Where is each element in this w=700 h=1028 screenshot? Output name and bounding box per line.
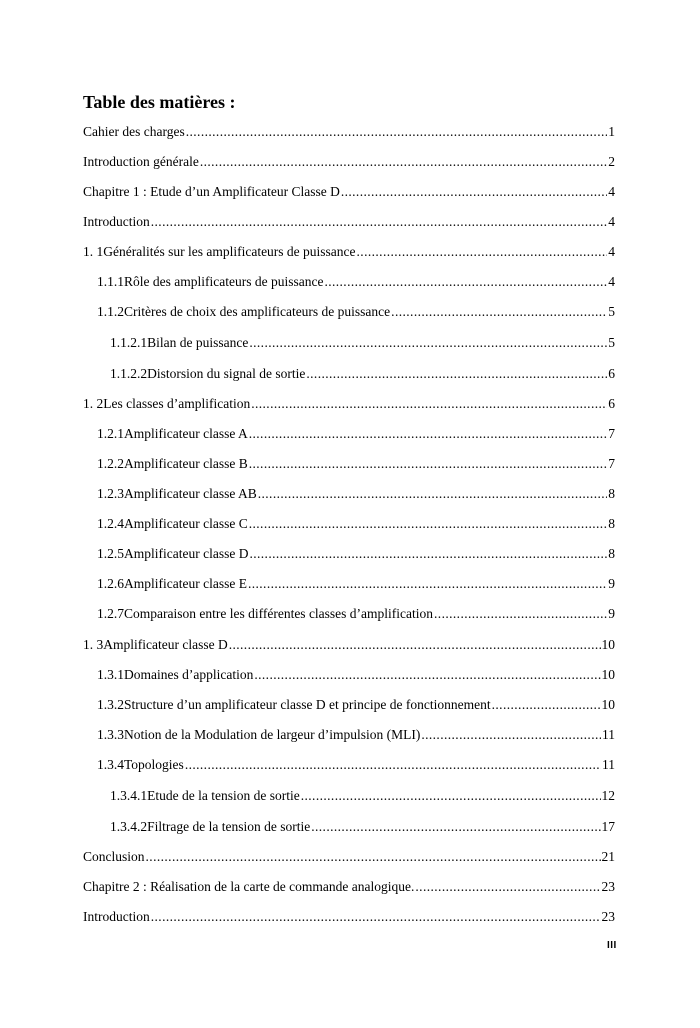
toc-entry[interactable]	[0, 153, 700, 171]
toc-entry-label: Chapitre 1 : Etude d’un Amplificateur Classe D	[83, 184, 340, 199]
toc-entry-label: Conclusion	[83, 849, 145, 864]
dot-leader	[249, 425, 608, 443]
toc-entry[interactable]	[0, 515, 700, 533]
toc-entry[interactable]	[0, 183, 700, 201]
toc-entry-label: Etude de la tension de sortie	[147, 788, 300, 803]
toc-entry[interactable]	[0, 666, 700, 684]
toc-entry[interactable]	[0, 485, 700, 503]
toc-entry-number: 1. 3	[83, 637, 104, 652]
toc-entry-label: Amplificateur classe B	[124, 456, 248, 471]
dot-leader	[249, 545, 607, 563]
toc-entry-number: 1. 2	[83, 396, 104, 411]
toc-entry-number: 1.3.1	[97, 667, 124, 682]
toc-entry-number: 1.3.4.2	[110, 819, 148, 834]
toc-entry-page: 21	[601, 849, 615, 864]
dot-leader	[391, 303, 607, 321]
toc-entry-number: 1.2.1	[97, 426, 124, 441]
toc-entry-label: Structure d’un amplificateur classe D et principe de fonctionnement	[124, 697, 491, 712]
toc-entry-number: 1.3.4	[97, 757, 124, 772]
toc-entry-page: 23	[601, 879, 615, 894]
toc-entry-page: 9	[608, 576, 615, 591]
toc-entry-number: 1. 1	[83, 244, 104, 259]
toc-entry-label: Cahier des charges	[83, 124, 185, 139]
toc-entry-page: 4	[608, 274, 615, 289]
toc-entry[interactable]	[0, 878, 700, 896]
toc-entry-number: 1.2.5	[97, 546, 124, 561]
toc-entry-number: 1.3.4.1	[110, 788, 148, 803]
toc-entry-label: Introduction générale	[83, 154, 199, 169]
toc-entry-number: 1.1.1	[97, 274, 124, 289]
toc-entry-label: Généralités sur les amplificateurs de puissance	[103, 244, 356, 259]
dot-leader	[258, 485, 608, 503]
toc-entry-label: Amplificateur classe AB	[124, 486, 257, 501]
toc-entry[interactable]	[0, 908, 700, 926]
toc-entry[interactable]	[0, 726, 700, 744]
toc-entry-label: Comparaison entre les différentes classes d’amplification	[124, 606, 434, 621]
dot-leader	[151, 908, 601, 926]
toc-entry[interactable]	[0, 848, 700, 866]
toc-entry-page: 8	[608, 546, 615, 561]
toc-entry-number: 1.1.2	[97, 304, 124, 319]
toc-entry-page: 6	[608, 366, 615, 381]
toc-entry-page: 8	[608, 486, 615, 501]
toc-entry[interactable]	[0, 123, 700, 141]
toc-entry[interactable]	[0, 273, 700, 291]
toc-entry-page: 10	[601, 697, 615, 712]
toc-entry[interactable]	[0, 303, 700, 321]
dot-leader	[415, 878, 600, 896]
dot-leader	[254, 666, 600, 684]
dot-leader	[249, 515, 608, 533]
page-title: Table des matières :	[83, 92, 236, 112]
toc-entry-label: Introduction	[83, 214, 150, 229]
toc-entry-page: 6	[608, 396, 615, 411]
toc-entry[interactable]	[0, 455, 700, 473]
toc-entry-page: 1	[608, 124, 615, 139]
toc-entry[interactable]	[0, 787, 700, 805]
toc-entry[interactable]	[0, 696, 700, 714]
dot-leader	[341, 183, 607, 201]
dot-leader	[146, 848, 601, 866]
dot-leader	[186, 123, 608, 141]
toc-entry-label: Amplificateur classe A	[124, 426, 248, 441]
toc-entry[interactable]	[0, 818, 700, 836]
toc-entry-label: Amplificateur classe D	[124, 546, 249, 561]
toc-entry-page: 11	[602, 727, 615, 742]
toc-entry-number: 1.1.2.1	[110, 335, 148, 350]
toc-entry-page: 5	[608, 335, 615, 350]
toc-entry[interactable]	[0, 575, 700, 593]
toc-entry-number: 1.2.3	[97, 486, 124, 501]
toc-entry-label: Domaines d’application	[124, 667, 254, 682]
dot-leader	[492, 696, 601, 714]
toc-entry-page: 7	[608, 426, 615, 441]
toc-entry-page: 4	[608, 214, 615, 229]
toc-entry-label: Rôle des amplificateurs de puissance	[124, 274, 324, 289]
toc-entry-label: Bilan de puissance	[147, 335, 249, 350]
toc-entry-label: Amplificateur classe C	[124, 516, 248, 531]
toc-entry-page: 8	[608, 516, 615, 531]
toc-entry-number: 1.1.2.2	[110, 366, 148, 381]
toc-entry-page: 11	[602, 757, 615, 772]
toc-entry-number: 1.2.4	[97, 516, 124, 531]
dot-leader	[185, 756, 601, 774]
toc-entry-number: 1.3.3	[97, 727, 124, 742]
toc-entry-page: 4	[608, 244, 615, 259]
dot-leader	[421, 726, 601, 744]
toc-entry-label: Distorsion du signal de sortie	[147, 366, 306, 381]
toc-entry-number: 1.2.6	[97, 576, 124, 591]
toc-entry[interactable]	[0, 636, 700, 654]
toc-entry-label: Les classes d’amplification	[103, 396, 251, 411]
toc-entry[interactable]	[0, 334, 700, 352]
toc-entry-page: 2	[608, 154, 615, 169]
dot-leader	[249, 334, 607, 352]
dot-leader	[251, 395, 607, 413]
dot-leader	[357, 243, 608, 261]
dot-leader	[301, 787, 601, 805]
dot-leader	[306, 365, 607, 383]
page-number: III	[607, 940, 617, 951]
toc-entry-number: 1.3.2	[97, 697, 124, 712]
toc-entry-number: 1.2.7	[97, 606, 124, 621]
dot-leader	[248, 575, 607, 593]
toc-entry[interactable]	[0, 545, 700, 563]
toc-entry[interactable]	[0, 756, 700, 774]
toc-entry[interactable]	[0, 365, 700, 383]
toc-entry-label: Amplificateur classe D	[103, 637, 228, 652]
dot-leader	[324, 273, 607, 291]
toc-entry-page: 17	[601, 819, 615, 834]
dot-leader	[311, 818, 600, 836]
toc-entry-label: Amplificateur classe E	[124, 576, 247, 591]
toc-entry-page: 10	[601, 667, 615, 682]
toc-entry-page: 10	[601, 637, 615, 652]
dot-leader	[151, 213, 608, 231]
toc-entry-number: 1.2.2	[97, 456, 124, 471]
toc-entry-label: Filtrage de la tension de sortie	[147, 819, 311, 834]
toc-entry-page: 4	[608, 184, 615, 199]
toc-entry-page: 23	[601, 909, 615, 924]
toc-entry[interactable]	[0, 425, 700, 443]
toc-entry[interactable]	[0, 243, 700, 261]
toc-entry-label: Critères de choix des amplificateurs de puissance	[124, 304, 391, 319]
toc-entry-page: 12	[601, 788, 615, 803]
toc-entry-page: 9	[608, 606, 615, 621]
toc-entry-label: Topologies	[124, 757, 184, 772]
toc-entry[interactable]	[0, 213, 700, 231]
toc-entry-label: Notion de la Modulation de largeur d’impulsion (MLI)	[124, 727, 421, 742]
dot-leader	[434, 605, 607, 623]
toc-entry[interactable]	[0, 605, 700, 623]
dot-leader	[229, 636, 601, 654]
toc-entry-label: Chapitre 2 : Réalisation de la carte de commande analogique.	[83, 879, 415, 894]
toc-entry[interactable]	[0, 395, 700, 413]
toc-entry-page: 5	[608, 304, 615, 319]
dot-leader	[249, 455, 608, 473]
toc-entry-page: 7	[608, 456, 615, 471]
dot-leader	[200, 153, 607, 171]
toc-entry-label: Introduction	[83, 909, 150, 924]
